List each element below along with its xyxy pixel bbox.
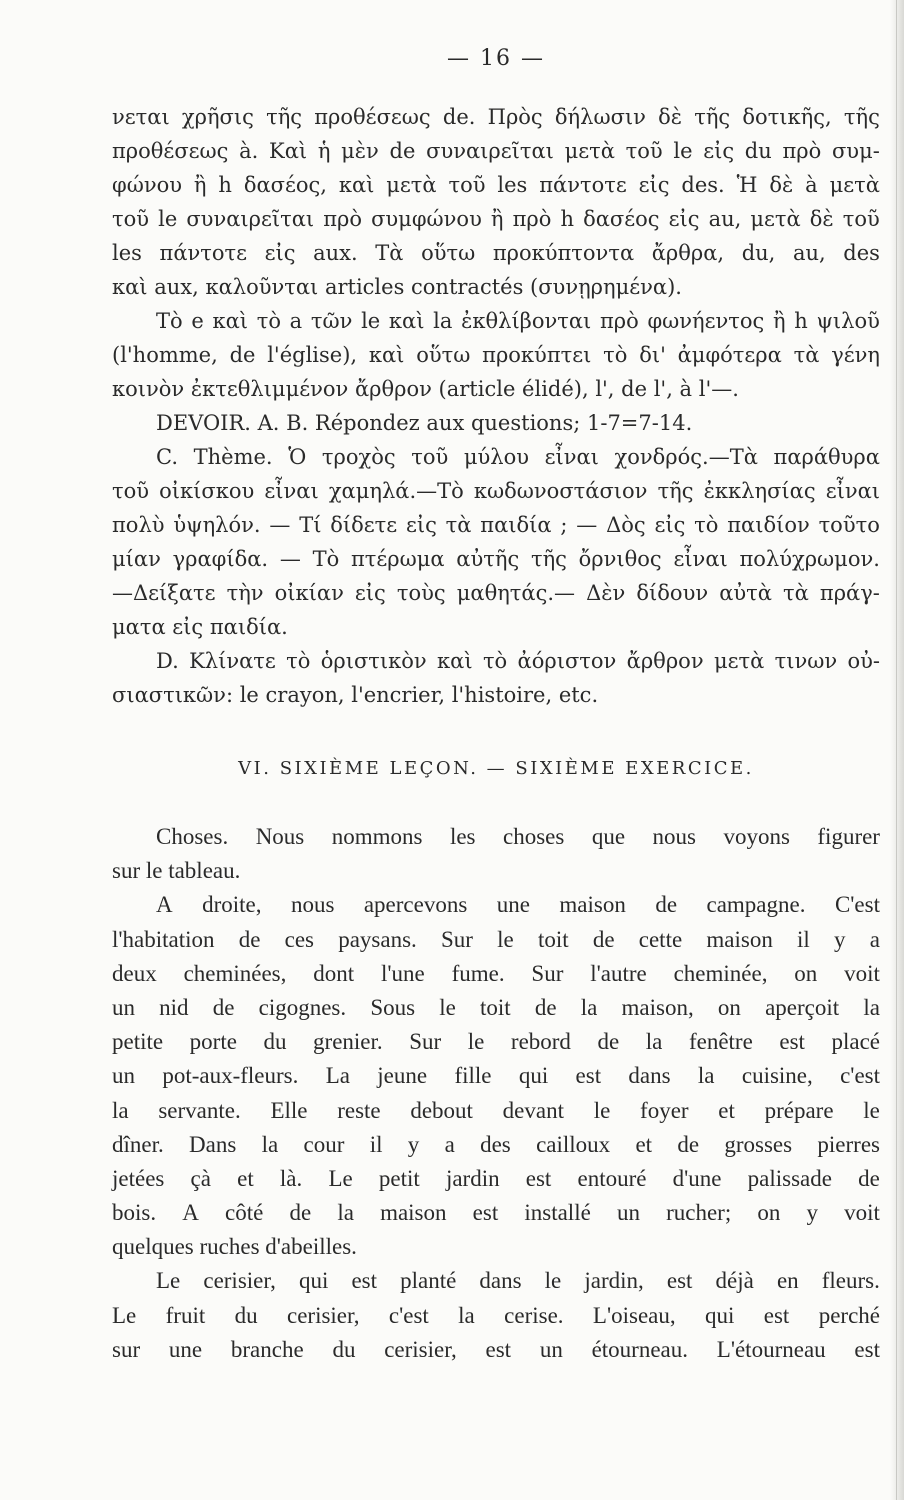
french-lesson-text xyxy=(112,820,880,1367)
text-line: deux cheminées, dont l'une fume. Sur l'autre cheminée, on voit xyxy=(112,960,880,986)
text-line: jetées çà et là. Le petit jardin est entouré d'une palissade de xyxy=(112,1165,880,1191)
text-line: quelques ruches d'abeilles. xyxy=(112,1234,357,1260)
text-line: κοινὸν ἐκτεθλιμμένον ἄρθρον (article élidé), l', de l', à l'—. xyxy=(112,377,739,401)
text-line: πολὺ ὑψηλόν. — Τί δίδετε εἰς τὰ παιδία ; — Δὸς εἰς τὸ παιδίον τοῦτο xyxy=(112,513,880,537)
text-line: Τὸ e καὶ τὸ a τῶν le καὶ la ἐκθλίβονται πρὸ φωνήεντος ἢ h ψιλοῦ xyxy=(156,309,880,333)
text-line: —Δείξατε τὴν οἰκίαν εἰς τοὺς μαθητάς.— Δὲν δίδουν αὐτὰ τὰ πράγ- xyxy=(112,581,880,605)
text-line: un nid de cigognes. Sous le toit de la maison, on aperçoit la xyxy=(112,994,880,1020)
text-line: προθέσεως à. Καὶ ἡ μὲν de συναιρεῖται μετὰ τοῦ le εἰς du πρὸ συμ- xyxy=(112,139,880,163)
text-line: A droite, nous apercevons une maison de campagne. C'est xyxy=(156,892,880,918)
text-line: sur le tableau. xyxy=(112,858,241,884)
text-line: un pot-aux-fleurs. La jeune fille qui est dans la cuisine, c'est xyxy=(112,1063,880,1089)
text-line: καὶ aux, καλοῦνται articles contractés (συνῃρημένα). xyxy=(112,275,682,299)
page-binding-edge xyxy=(890,0,904,1500)
text-line: DEVOIR. A. B. Répondez aux questions; 1-7=7-14. xyxy=(156,411,693,435)
text-line: dîner. Dans la cour il y a des cailloux et de grosses pierres xyxy=(112,1131,880,1157)
text-line: l'habitation de ces paysans. Sur le toit de cette maison il y a xyxy=(112,926,880,952)
text-line: C. Thème. Ὁ τροχὸς τοῦ μύλου εἶναι χονδρός.—Τὰ παράθυρα xyxy=(156,445,880,469)
text-line: φώνου ἢ h δασέος, καὶ μετὰ τοῦ les πάντοτε εἰς des. Ἡ δὲ à μετὰ xyxy=(112,173,880,197)
text-line: la servante. Elle reste debout devant le foyer et prépare le xyxy=(112,1097,880,1123)
section-heading: VI. SIXIÈME LEÇON. — SIXIÈME EXERCICE. xyxy=(238,758,754,779)
text-line: Choses. Nous nommons les choses que nous voyons figurer xyxy=(156,824,880,849)
text-line: τοῦ οἰκίσκου εἶναι χαμηλά.—Τὸ κωδωνοστάσιον τῆς ἐκκλησίας εἶναι xyxy=(112,479,880,503)
page-number: — 16 — xyxy=(447,46,545,71)
text-line: bois. A côté de la maison est installé un rucher; on y voit xyxy=(112,1200,880,1226)
text-line: les πάντοτε εἰς aux. Τὰ οὕτω προκύπτοντα ἄρθρα, du, au, des xyxy=(112,241,880,265)
text-line: ματα εἰς παιδία. xyxy=(112,615,288,639)
text-line: petite porte du grenier. Sur le rebord de la fenêtre est placé xyxy=(112,1029,880,1055)
text-line: σιαστικῶν: le crayon, l'encrier, l'histoire, etc. xyxy=(112,683,599,707)
text-line: Le fruit du cerisier, c'est la cerise. L'oiseau, qui est perché xyxy=(112,1302,880,1328)
text-line: (l'homme, de l'église), καὶ οὕτω προκύπτει τὸ δι' ἀμφότερα τὰ γένη xyxy=(112,343,880,367)
text-line: μίαν γραφίδα. — Τὸ πτέρωμα αὐτῆς τῆς ὄρνιθος εἶναι πολύχρωμον. xyxy=(112,547,880,571)
text-line: sur une branche du cerisier, est un étourneau. L'étourneau est xyxy=(112,1336,880,1362)
text-line: νεται χρῆσις τῆς προθέσεως de. Πρὸς δήλωσιν δὲ τῆς δοτικῆς, τῆς xyxy=(112,105,880,129)
text-line: D. Κλίνατε τὸ ὁριστικὸν καὶ τὸ ἀόριστον ἄρθρον μετὰ τινων οὐ- xyxy=(156,649,880,673)
text-line: τοῦ le συναιρεῖται πρὸ συμφώνου ἢ πρὸ h δασέος εἰς au, μετὰ δὲ τοῦ xyxy=(112,207,880,231)
greek-grammar-text xyxy=(112,100,880,712)
text-line: Le cerisier, qui est planté dans le jardin, est déjà en fleurs. xyxy=(156,1268,880,1294)
